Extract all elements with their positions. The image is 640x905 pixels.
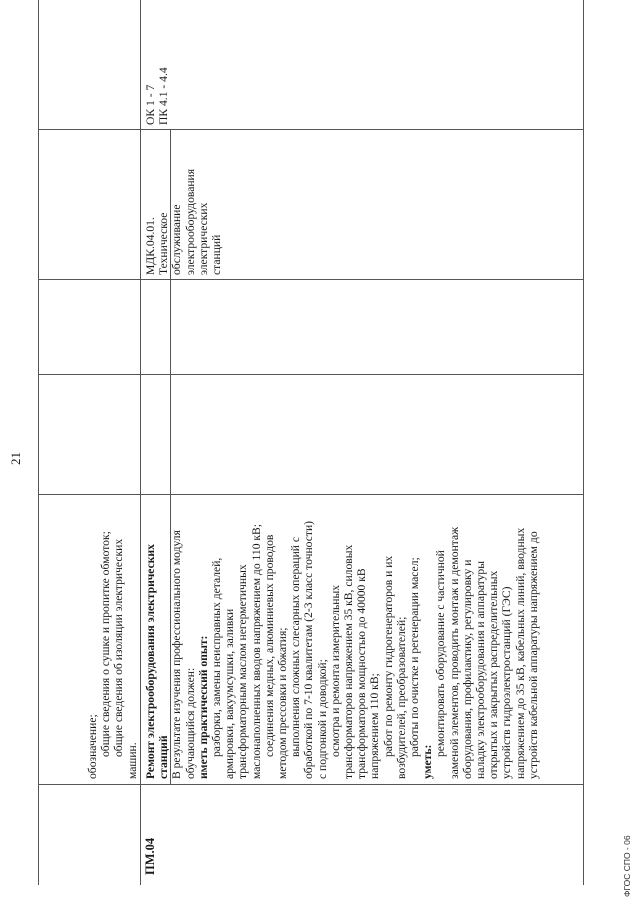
practice-line: возбудителей, преобразователей; xyxy=(394,616,408,779)
intro-line: В результате изучения профессионального модуля xyxy=(170,530,184,779)
mdk-cell xyxy=(144,169,223,275)
col-separator xyxy=(38,279,583,280)
skills-line: наладку электрооборудования и аппаратуры xyxy=(474,560,488,779)
practice-line: соединения медных, алюминиевых проводов xyxy=(262,534,276,757)
mdk-line: обслуживание xyxy=(170,204,184,275)
skills-heading: уметь: xyxy=(421,744,435,779)
practice-line: обработкой по 7-10 квалитетам (2-3 класс точности) xyxy=(302,520,316,779)
row-separator xyxy=(140,0,141,885)
skills-line: заменой элементов, проводить монтаж и демонтаж xyxy=(447,526,461,779)
mdk-line: станций xyxy=(210,234,224,275)
prev-row-text xyxy=(86,531,139,779)
module-title-line: Ремонт электрооборудования электрических xyxy=(144,544,157,779)
practice-line: осмотра и ремонта измерительных xyxy=(328,584,342,757)
practice-line: напряжением 110 кВ; xyxy=(368,673,382,779)
skills-line: устройств кабельной аппаратуры напряжением до xyxy=(526,531,540,779)
practice-heading: иметь практический опыт: xyxy=(196,635,210,779)
col-separator xyxy=(38,374,583,375)
skills-line: напряжением до 35 кВ, кабельных линий, вводных xyxy=(513,527,527,779)
mdk-line: электрических xyxy=(196,202,210,275)
competencies-cell xyxy=(144,67,170,125)
practice-line: методом прессовки и обжатия; xyxy=(276,627,290,779)
mdk-line: Техническое xyxy=(157,212,171,275)
practice-line: маслонаполненных вводов напряжением до 110 кВ; xyxy=(249,524,263,779)
prev-line: общие сведения о сушке и пропитке обмоток; xyxy=(99,531,113,757)
practice-line: трансформаторов мощностью до 40000 кВ xyxy=(355,568,369,779)
prev-line: обозначение; xyxy=(86,714,99,779)
competency-line: ОК 1 - 7 xyxy=(144,84,157,125)
practice-line: работ по ремонту гидрогенераторов и их xyxy=(381,555,395,757)
table-top-border xyxy=(38,0,39,885)
page-number: 21 xyxy=(8,452,23,465)
footer-code: ФГОС СПО - 06 xyxy=(622,835,632,897)
skills-line: оборудования, профилактику, регулировку и xyxy=(460,559,474,779)
col-separator xyxy=(38,494,583,495)
skills-line: открытых и закрытых распределительных xyxy=(487,570,501,779)
prev-line: общие сведения об изоляции электрических xyxy=(112,538,126,757)
competency-line: ПК 4.1 - 4.4 xyxy=(157,67,171,125)
practice-line: с подгонкой и доводкой; xyxy=(315,659,329,779)
module-code: ПМ.04 xyxy=(143,837,157,875)
col-separator xyxy=(38,129,583,130)
skills-line: устройств гидроэлектростанций (ГЭС) xyxy=(500,586,514,779)
module-description xyxy=(144,521,540,779)
intro-line: обучающийся должен: xyxy=(183,667,197,779)
practice-line: армировки, вакуумсушки, заливки xyxy=(223,608,237,779)
practice-line: трансформаторов напряжением 35 кВ, силовых xyxy=(342,544,356,779)
mdk-line: электрооборудования xyxy=(183,168,197,275)
prev-line: машин. xyxy=(125,742,139,779)
practice-line: разборки, замены неисправных деталей, xyxy=(210,557,224,757)
practice-line: работы по очистке и регенерации масел; xyxy=(408,557,422,757)
practice-line: выполнения сложных слесарных операций с xyxy=(289,536,303,757)
mdk-line: МДК.04.01. xyxy=(144,217,157,275)
practice-line: трансформаторным маслом негерметичных xyxy=(236,564,250,779)
module-title-line: станций xyxy=(157,735,171,779)
col-separator xyxy=(38,784,583,785)
table-bottom-border xyxy=(583,0,584,885)
skills-line: ремонтировать оборудование с частичной xyxy=(434,550,448,757)
